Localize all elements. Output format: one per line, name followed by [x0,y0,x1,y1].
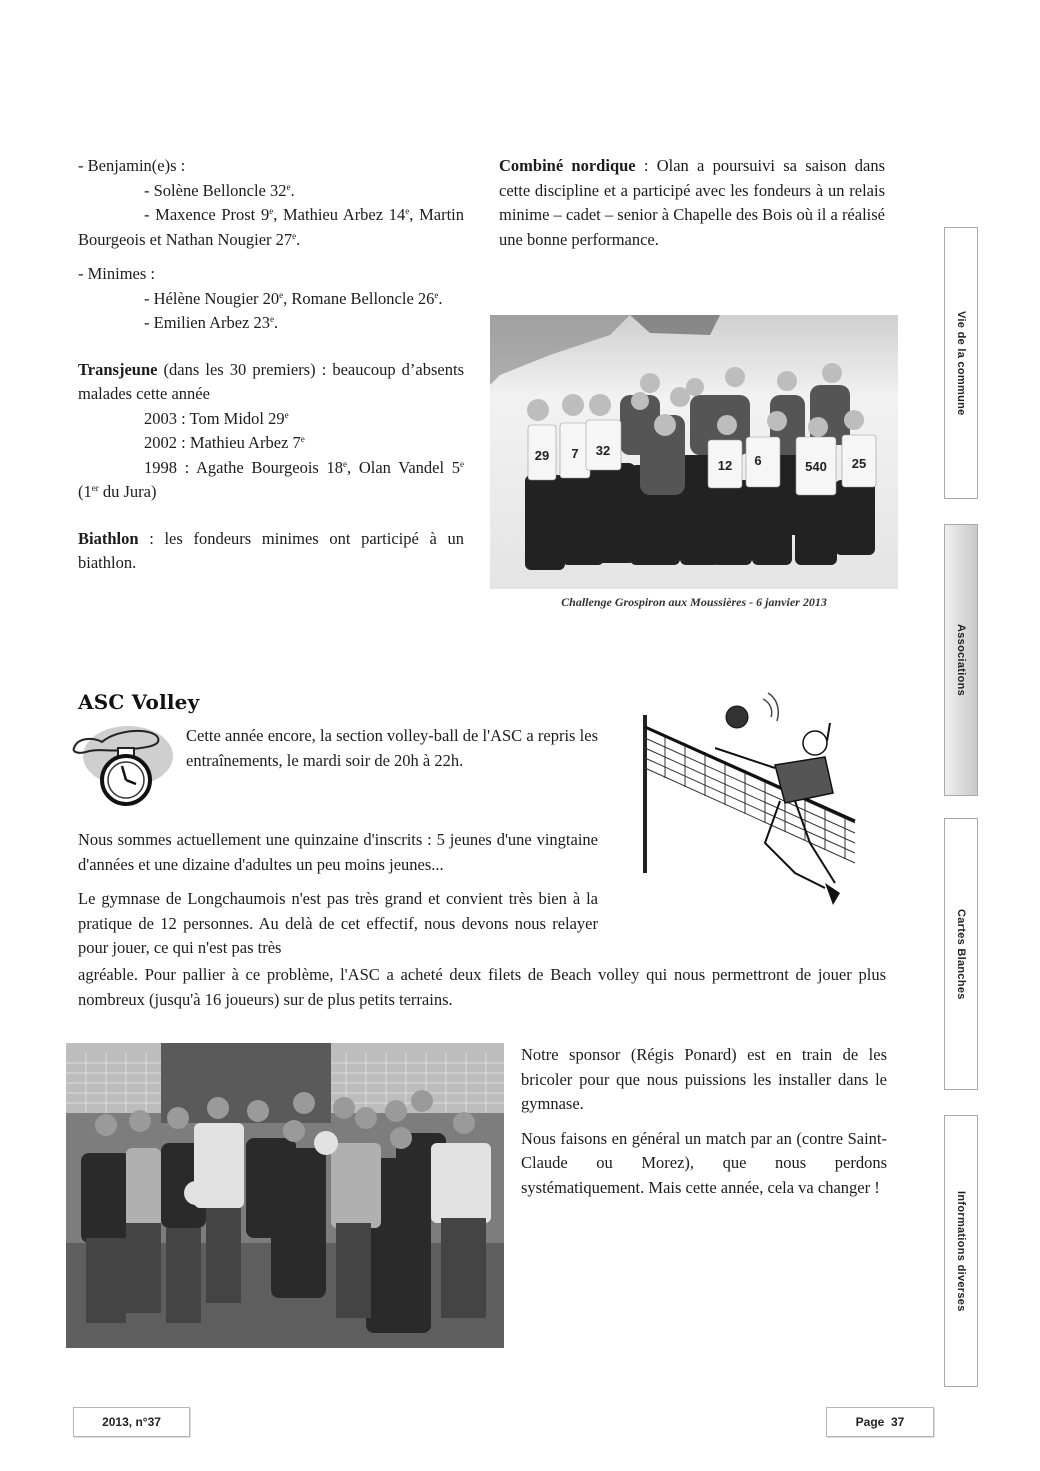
bib-number: 7 [571,446,579,461]
minimes-result-1: - Hélène Nougier 20e, Romane Belloncle 26e. [144,288,443,308]
ski-team-photo [490,315,898,589]
bib-number: 6 [754,453,762,468]
volley-members-paragraph: Nous sommes actuellement une quinzaine d'inscrits : 5 jeunes d'une vingtaine d'années et une dizaine d'adultes un peu moins jeunes... [78,830,598,874]
page-number-box [826,1407,934,1437]
transjeune-2003: 2003 : Tom Midol 29e [144,408,289,428]
issue-number-box [73,1407,190,1437]
side-tab-associations[interactable] [944,524,978,796]
volleyball-player-illustration [615,683,865,913]
volley-intro-paragraph: Cette année encore, la section volley-ball de l'ASC a repris les entraînements, le mardi soir de 20h à 22h. [186,726,598,770]
transjeune-paragraph: Transjeune (dans les 30 premiers) : beaucoup d’absents malades cette année [78,359,464,403]
bib-number: 32 [595,443,611,458]
minimes-heading: - Minimes : [78,264,155,283]
benjamins-result-2: - Maxence Prost 9e, Mathieu Arbez 14e, Martin Bourgeois et Nathan Nougier 27e. [78,205,464,249]
volley-gymnase-paragraph-continued: agréable. Pour pallier à ce problème, l'ASC a acheté deux filets de Beach volley qui nous permettront de jouer plus nombreux (jusqu'à 16 joueurs) sur de plus petits terrains. [78,965,886,1009]
minimes-result-2: - Emilien Arbez 23e. [144,313,279,332]
side-tab-cartes-blanches[interactable] [944,818,978,1090]
ski-photo-illustration [490,315,898,589]
ski-photo-caption: Challenge Grospiron aux Moussières - 6 janvier 2013 [561,595,827,609]
transjeune-1998: 1998 : Agathe Bourgeois 18e, Olan Vandel 5e (1er du Jura) [78,457,465,501]
page-number: Page 37 [855,1415,905,1429]
side-tab-label: Vie de la commune [955,310,967,416]
side-tab-label: Associations [955,623,967,697]
benjamins-heading: - Benjamin(e)s : [78,156,186,175]
side-tab-label: Informations diverses [955,1190,967,1312]
side-tab-vie-de-la-commune[interactable] [944,227,978,499]
volley-body [78,828,598,961]
side-tab-informations-diverses[interactable] [944,1115,978,1387]
results-column [78,154,464,576]
side-tab-label: Cartes Blanches [955,908,967,1000]
bib-number: 29 [534,448,550,463]
volley-match-paragraph: Nous faisons en général un match par an (contre Saint-Claude ou Morez), que nous perdons systématiquement. Mais cette année, cela va changer ! [521,1128,887,1197]
volley-team-photo [66,1043,504,1348]
issue-number: 2013, n°37 [102,1415,161,1429]
bib-number: 12 [717,458,733,473]
section-title: ASC Volley [78,690,200,714]
volley-right-column [521,1043,887,1200]
transjeune-2002: 2002 : Mathieu Arbez 7e [144,433,305,452]
volley-photo-illustration [66,1043,504,1348]
benjamins-result-1: - Solène Belloncle 32e. [144,180,295,200]
volley-sponsor-paragraph: Notre sponsor (Régis Ponard) est en train de les bricoler pour que nous puissions les installer dans le gymnase. [521,1045,887,1113]
bib-number: 540 [805,459,827,474]
biathlon-paragraph: Biathlon : les fondeurs minimes ont participé à un biathlon. [78,528,464,572]
stopwatch-clipart-icon [66,718,176,810]
volley-gymnase-paragraph: Le gymnase de Longchaumois n'est pas très grand et convient très bien à la pratique de 12 personnes. Au delà de cet effectif, nous devons nous relayer pour jouer, ce qui n'est pas très [78,889,598,957]
combine-nordique-paragraph: Combiné nordique : Olan a poursuivi sa saison dans cette discipline et a participé avec les fondeurs à un relais minime – cadet – senior à Chapelle des Bois où il a réalisé une bonne performance. [499,156,885,249]
bib-number: 25 [851,456,867,471]
